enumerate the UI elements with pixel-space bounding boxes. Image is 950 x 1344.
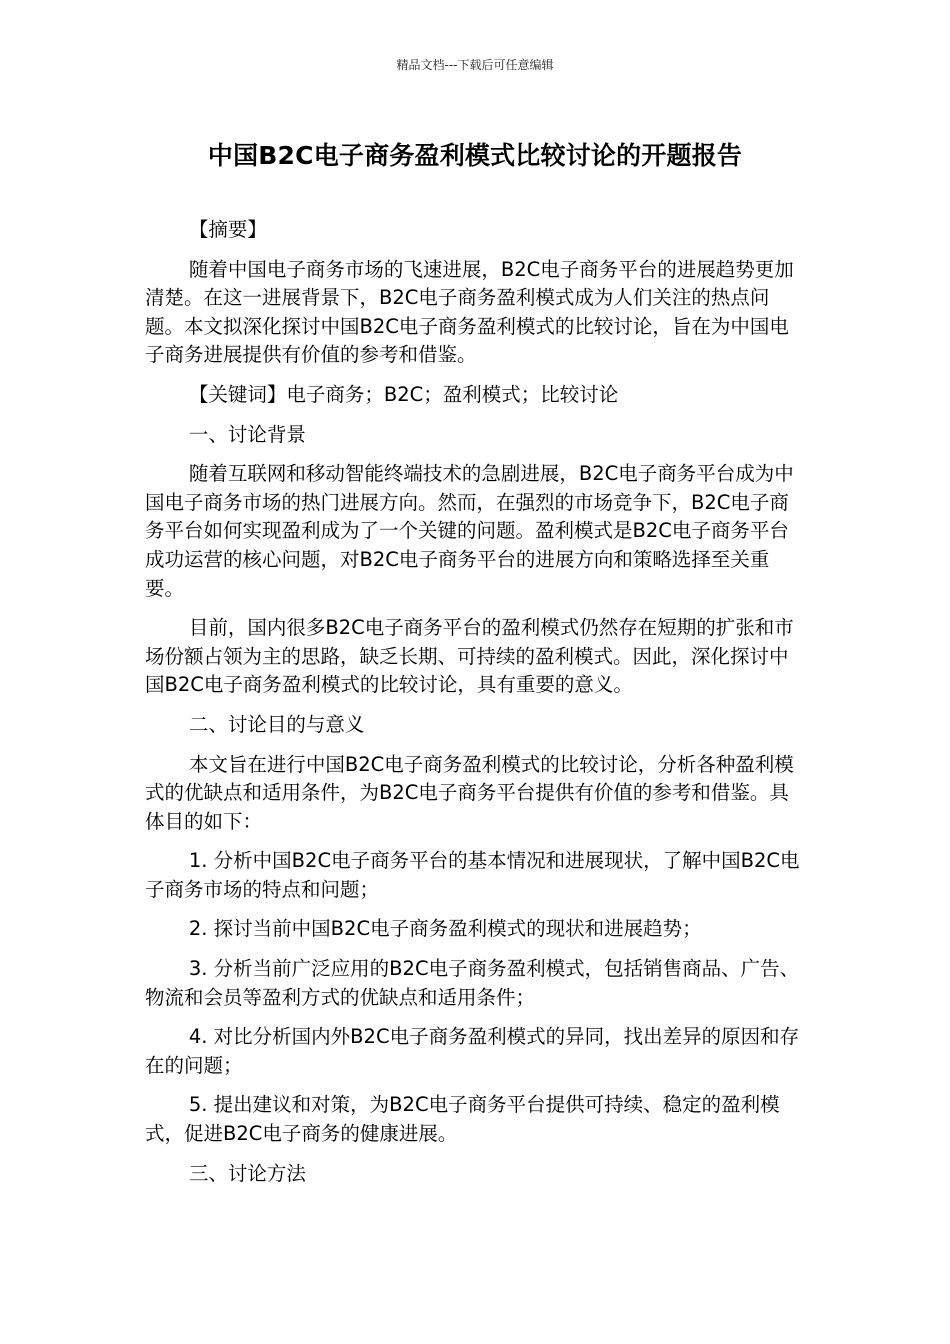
list-item: 1. 分析中国B2C电子商务平台的基本情况和进展现状，了解中国B2C电子商务市场的特点和问题； (145, 849, 800, 901)
section-heading: 三、讨论方法 (188, 1161, 306, 1185)
page-header: 精品文档---下载后可任意编辑 (396, 58, 554, 72)
section-heading: 二、讨论目的与意义 (188, 712, 365, 736)
document-body (145, 216, 807, 1199)
section-heading: 一、讨论背景 (188, 422, 306, 446)
document-title: 中国B2C电子商务盈利模式比较讨论的开题报告 (207, 141, 743, 170)
abstract-heading: 【摘要】 (188, 218, 267, 241)
list-item: 2. 探讨当前中国B2C电子商务盈利模式的现状和进展趋势； (188, 917, 702, 941)
body-paragraph: 目前，国内很多B2C电子商务平台的盈利模式仍然存在短期的扩张和市场份额占领为主的思路，缺乏长期、可持续的盈利模式。因此，深化探讨中国B2C电子商务盈利模式的比较讨论，具有重要的意义。 (145, 616, 794, 697)
list-item: 4. 对比分析国内外B2C电子商务盈利模式的异同，找出差异的原因和存在的问题； (145, 1025, 800, 1077)
abstract-paragraph: 随着中国电子商务市场的飞速进展，B2C电子商务平台的进展趋势更加清楚。在这一进展背景下，B2C电子商务盈利模式成为人们关注的热点问题。本文拟深化探讨中国B2C电子商务盈利模式的比较讨论，旨在为中国电子商务进展提供有价值的参考和借鉴。 (145, 257, 794, 367)
body-paragraph: 本文旨在进行中国B2C电子商务盈利模式的比较讨论，分析各种盈利模式的优缺点和适用条件，为B2C电子商务平台提供有价值的参考和借鉴。具体目的如下： (145, 752, 794, 833)
list-item: 5. 提出建议和对策，为B2C电子商务平台提供可持续、稳定的盈利模式，促进B2C电子商务的健康进展。 (145, 1093, 780, 1146)
keywords-line: 【关键词】电子商务；B2C；盈利模式；比较讨论 (188, 382, 619, 406)
list-item: 3. 分析当前广泛应用的B2C电子商务盈利模式，包括销售商品、广告、物流和会员等盈利方式的优缺点和适用条件； (145, 957, 800, 1009)
body-paragraph: 随着互联网和移动智能终端技术的急剧进展，B2C电子商务平台成为中国电子商务市场的热门进展方向。然而，在强烈的市场竞争下，B2C电子商务平台如何实现盈利成为了一个关键的问题。盈利模式是B2C电子商务平台成功运营的核心问题，对B2C电子商务平台的进展方向和策略选择至关重要。 (145, 462, 794, 600)
